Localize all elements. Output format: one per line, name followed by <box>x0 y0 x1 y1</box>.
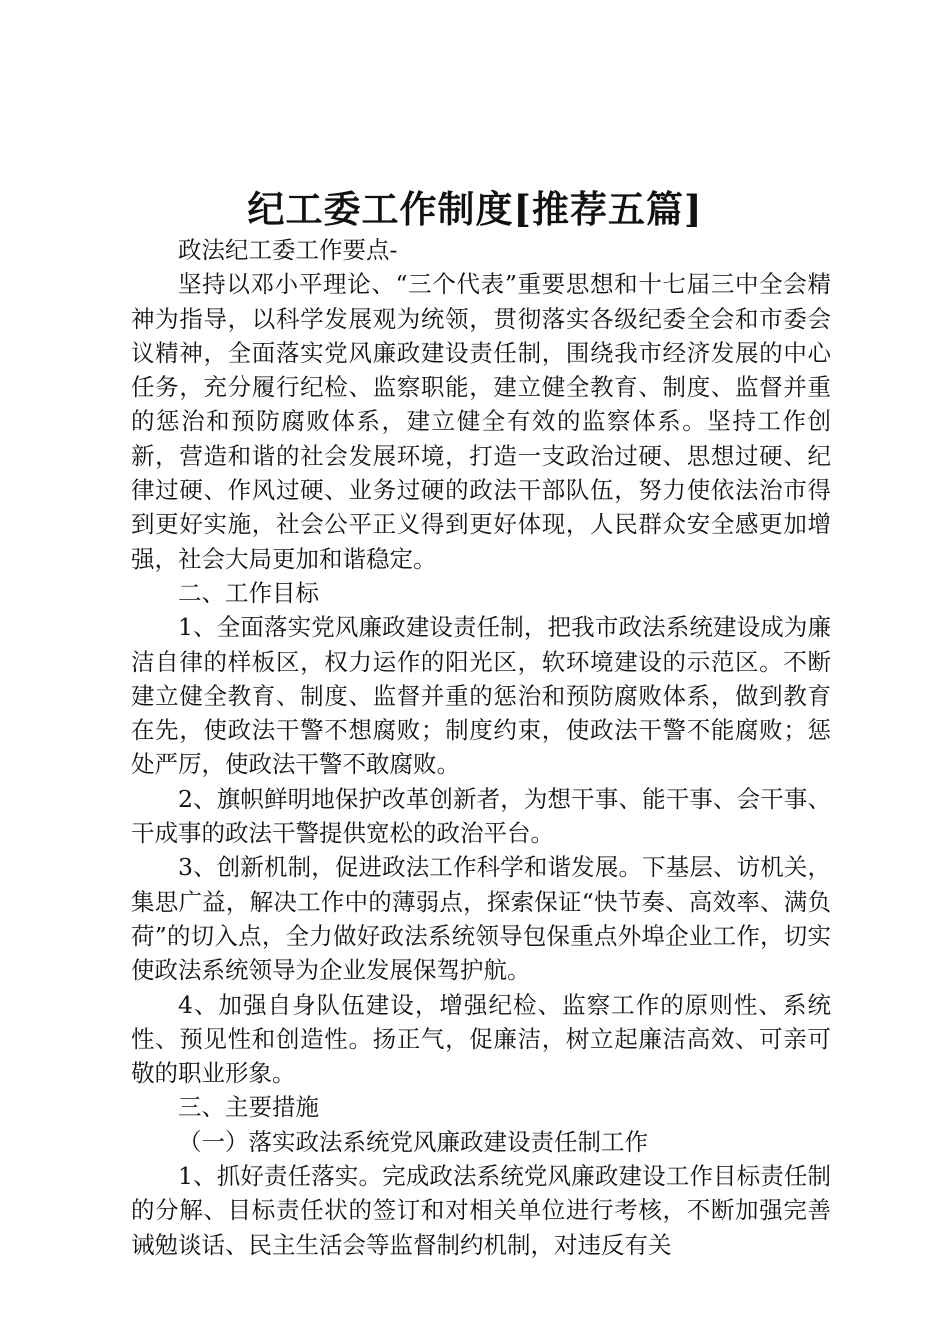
document-body <box>131 233 831 1262</box>
section-heading-measures: 三、主要措施 <box>178 1093 319 1122</box>
paragraph-heading-intro: 政法纪工委工作要点- <box>178 236 398 264</box>
paragraph-guiding-principle: 坚持以邓小平理论、“三个代表”重要思想和十七届三中全会精神为指导，以科学发展观为统领，贯彻落实各级纪委全会和市委会议精神，全面落实党风廉政建设责任制，围绕我市经济发展的中心任务，充分履行纪检、监察职能，建立健全教育、制度、监督并重的惩治和预防腐败体系，建立健全有效的监察体系。坚持工作创新，营造和谐的社会发展环境，打造一支政治过硬、思想过硬、纪律过硬、作风过硬、业务过硬的政法干部队伍，努力使依法治市得到更好实施，社会公平正义得到更好体现，人民群众安全感更加增强，社会大局更加和谐稳定。 <box>131 270 831 573</box>
paragraph-goal-4: 4、加强自身队伍建设，增强纪检、监察工作的原则性、系统性、预见性和创造性。扬正气，促廉洁，树立起廉洁高效、可亲可敬的职业形象。 <box>131 990 831 1088</box>
paragraph-measure-1: 1、抓好责任落实。完成政法系统党风廉政建设工作目标责任制的分解、目标责任状的签订和对相关单位进行考核，不断加强完善诫勉谈话、民主生活会等监督制约机制，对违反有关 <box>131 1162 831 1259</box>
paragraph-goal-3: 3、创新机制，促进政法工作科学和谐发展。下基层、访机关，集思广益，解决工作中的薄弱点，探索保证“快节奏、高效率、满负荷”的切入点，全力做好政法系统领导包保重点外埠企业工作，切实使政法系统领导为企业发展保驾护航。 <box>131 853 831 985</box>
paragraph-goal-1: 1、全面落实党风廉政建设责任制，把我市政法系统建设成为廉洁自律的样板区，权力运作的阳光区，软环境建设的示范区。不断建立健全教育、制度、监督并重的惩治和预防腐败体系，做到教育在先，使政法干警不想腐败；制度约束，使政法干警不能腐败；惩处严厉，使政法干警不敢腐败。 <box>131 613 831 779</box>
paragraph-goal-2: 2、旗帜鲜明地保护改革创新者，为想干事、能干事、会干事、干成事的政法干警提供宽松的政治平台。 <box>131 784 831 848</box>
subsection-heading-1: （一）落实政法系统党风廉政建设责任制工作 <box>178 1127 648 1156</box>
section-heading-goals: 二、工作目标 <box>178 578 319 607</box>
document-title: 纪工委工作制度[推荐五篇] <box>247 187 703 231</box>
